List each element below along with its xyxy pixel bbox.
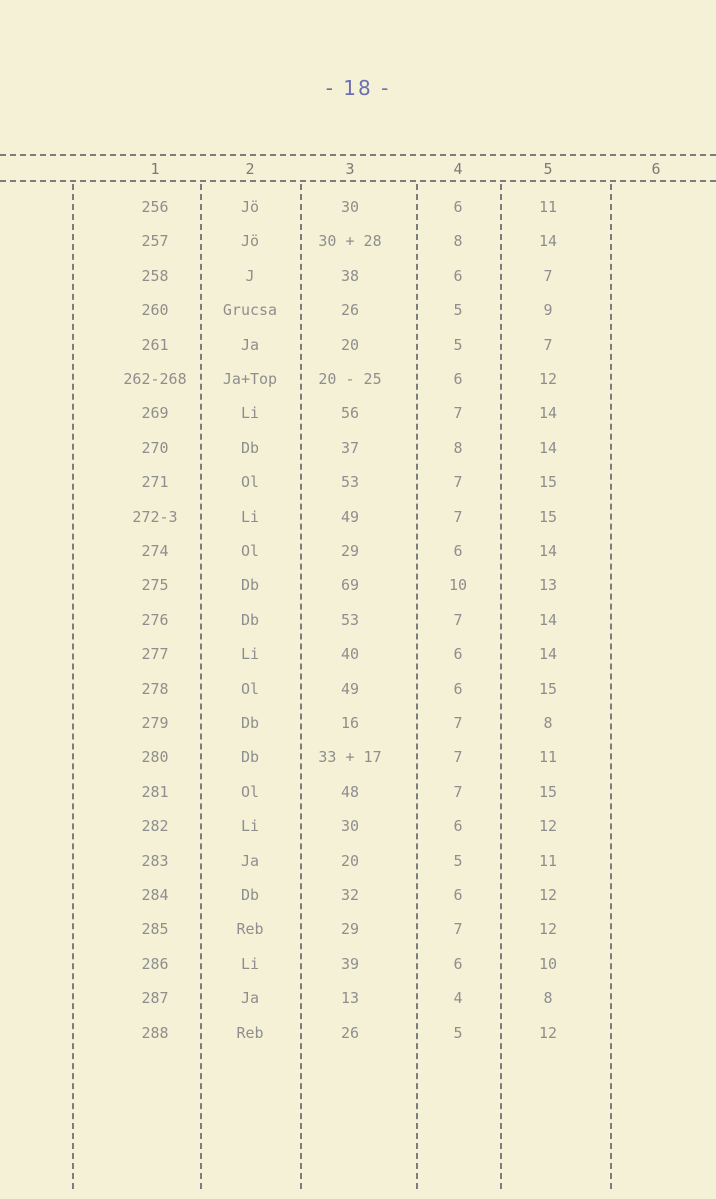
- table-cell: 12: [538, 1023, 558, 1042]
- table-cell: 20: [340, 851, 360, 870]
- table-cell: 7: [453, 920, 463, 939]
- column-rule-3: [300, 184, 302, 1189]
- table-cell: 13: [538, 576, 558, 595]
- column-header-1: 1: [150, 160, 160, 178]
- table-cell: 6: [453, 266, 463, 285]
- table-cell: 7: [453, 507, 463, 526]
- table-cell: Db: [240, 886, 260, 904]
- table-cell: 275: [141, 576, 169, 595]
- table-cell: 6: [453, 645, 463, 664]
- table-cell: 29: [340, 542, 360, 560]
- table-cell: Li: [240, 645, 260, 664]
- table-cell: 15: [538, 473, 558, 492]
- table-cell: Reb: [236, 920, 264, 939]
- table-cell: 49: [340, 679, 360, 698]
- table-cell: Ja: [240, 851, 260, 870]
- table-cell: 7: [543, 266, 553, 285]
- table-cell: 15: [538, 507, 558, 526]
- table-cell: 16: [340, 714, 360, 732]
- table-cell: J: [245, 266, 255, 285]
- table-cell: Ja: [240, 335, 260, 354]
- header-top-rule: [0, 154, 716, 156]
- table-cell: 258: [141, 266, 169, 285]
- table-cell: Reb: [236, 1023, 264, 1042]
- table-cell: 6: [453, 542, 463, 560]
- table-cell: 56: [340, 404, 360, 423]
- column-header-3: 3: [345, 160, 355, 178]
- table-cell: 284: [141, 886, 169, 904]
- table-cell: Ja+Top: [222, 370, 278, 388]
- table-cell: 280: [141, 748, 169, 767]
- table-cell: 5: [453, 301, 463, 320]
- table-cell: 8: [453, 232, 463, 251]
- table-cell: 261: [141, 335, 169, 354]
- table-cell: Ol: [240, 679, 260, 698]
- table-cell: 256: [141, 198, 169, 216]
- table-cell: 49: [340, 507, 360, 526]
- table-cell: 6: [453, 198, 463, 216]
- table-cell: 30 + 28: [318, 232, 382, 251]
- table-cell: 6: [453, 886, 463, 904]
- table-cell: 7: [453, 714, 463, 732]
- table-cell: 11: [538, 748, 558, 767]
- table-cell: Grucsa: [222, 301, 278, 320]
- table-cell: 7: [453, 404, 463, 423]
- column-rule-6: [610, 184, 612, 1189]
- table-cell: 6: [453, 817, 463, 836]
- table-cell: 8: [543, 989, 553, 1008]
- table-cell: Li: [240, 507, 260, 526]
- table-cell: 39: [340, 954, 360, 973]
- table-cell: 15: [538, 679, 558, 698]
- table-cell: 288: [141, 1023, 169, 1042]
- table-cell: 14: [538, 438, 558, 457]
- table-cell: 69: [340, 576, 360, 595]
- table-cell: Li: [240, 404, 260, 423]
- table-cell: 10: [538, 954, 558, 973]
- table-cell: 53: [340, 610, 360, 629]
- table-cell: 283: [141, 851, 169, 870]
- table-cell: 5: [453, 851, 463, 870]
- table-cell: 40: [340, 645, 360, 664]
- column-rule-4: [416, 184, 418, 1189]
- table-cell: 6: [453, 370, 463, 388]
- table-cell: 276: [141, 610, 169, 629]
- table-cell: 9: [543, 301, 553, 320]
- table-cell: 13: [340, 989, 360, 1008]
- table-cell: Jö: [240, 232, 260, 251]
- table-cell: 32: [340, 886, 360, 904]
- table-cell: 20 - 25: [318, 370, 382, 388]
- table-cell: Db: [240, 748, 260, 767]
- table-cell: 12: [538, 370, 558, 388]
- table-cell: 260: [141, 301, 169, 320]
- table-cell: 8: [453, 438, 463, 457]
- table-cell: 14: [538, 645, 558, 664]
- table-cell: 5: [453, 1023, 463, 1042]
- table-cell: 48: [340, 782, 360, 801]
- table-cell: 30: [340, 198, 360, 216]
- table-cell: 278: [141, 679, 169, 698]
- table-cell: Db: [240, 438, 260, 457]
- table-cell: 14: [538, 404, 558, 423]
- table-cell: 7: [453, 748, 463, 767]
- table-cell: Ol: [240, 542, 260, 560]
- table-cell: 272-3: [132, 507, 178, 526]
- table-cell: Db: [240, 714, 260, 732]
- table-cell: 38: [340, 266, 360, 285]
- table-cell: 285: [141, 920, 169, 939]
- table-cell: 6: [453, 954, 463, 973]
- table-cell: 270: [141, 438, 169, 457]
- table-cell: Db: [240, 576, 260, 595]
- table-cell: Li: [240, 954, 260, 973]
- table-cell: 7: [453, 473, 463, 492]
- table-cell: 12: [538, 920, 558, 939]
- column-header-6: 6: [651, 160, 661, 178]
- table-cell: 262-268: [123, 370, 187, 388]
- table-cell: 11: [538, 198, 558, 216]
- page-number: - 18 -: [325, 76, 391, 100]
- table-cell: 11: [538, 851, 558, 870]
- table-cell: 286: [141, 954, 169, 973]
- table-cell: Jö: [240, 198, 260, 216]
- table-cell: 12: [538, 817, 558, 836]
- table-cell: 30: [340, 817, 360, 836]
- column-header-4: 4: [453, 160, 463, 178]
- column-header-2: 2: [245, 160, 255, 178]
- table-cell: 5: [453, 335, 463, 354]
- table-cell: 6: [453, 679, 463, 698]
- table-cell: 33 + 17: [318, 748, 382, 767]
- column-header-5: 5: [543, 160, 553, 178]
- table-cell: 15: [538, 782, 558, 801]
- table-cell: 7: [453, 782, 463, 801]
- table-cell: 53: [340, 473, 360, 492]
- table-cell: Li: [240, 817, 260, 836]
- table-cell: Ol: [240, 782, 260, 801]
- table-cell: 277: [141, 645, 169, 664]
- table-cell: Ol: [240, 473, 260, 492]
- table-cell: 14: [538, 542, 558, 560]
- column-rule-1: [72, 184, 74, 1189]
- table-cell: 274: [141, 542, 169, 560]
- table-cell: 7: [543, 335, 553, 354]
- table-cell: 271: [141, 473, 169, 492]
- table-cell: 26: [340, 301, 360, 320]
- column-rule-2: [200, 184, 202, 1189]
- table-cell: 269: [141, 404, 169, 423]
- table-cell: 7: [453, 610, 463, 629]
- table-cell: 281: [141, 782, 169, 801]
- table-cell: 4: [453, 989, 463, 1008]
- table-cell: Db: [240, 610, 260, 629]
- table-cell: 257: [141, 232, 169, 251]
- table-cell: 20: [340, 335, 360, 354]
- table-cell: 14: [538, 610, 558, 629]
- table-cell: 279: [141, 714, 169, 732]
- header-bottom-rule: [0, 180, 716, 182]
- column-rule-5: [500, 184, 502, 1189]
- table-cell: 8: [543, 714, 553, 732]
- table-cell: 282: [141, 817, 169, 836]
- table-cell: Ja: [240, 989, 260, 1008]
- table-cell: 29: [340, 920, 360, 939]
- table-cell: 10: [448, 576, 468, 595]
- table-cell: 14: [538, 232, 558, 251]
- table-cell: 287: [141, 989, 169, 1008]
- table-cell: 12: [538, 886, 558, 904]
- table-cell: 26: [340, 1023, 360, 1042]
- table-cell: 37: [340, 438, 360, 457]
